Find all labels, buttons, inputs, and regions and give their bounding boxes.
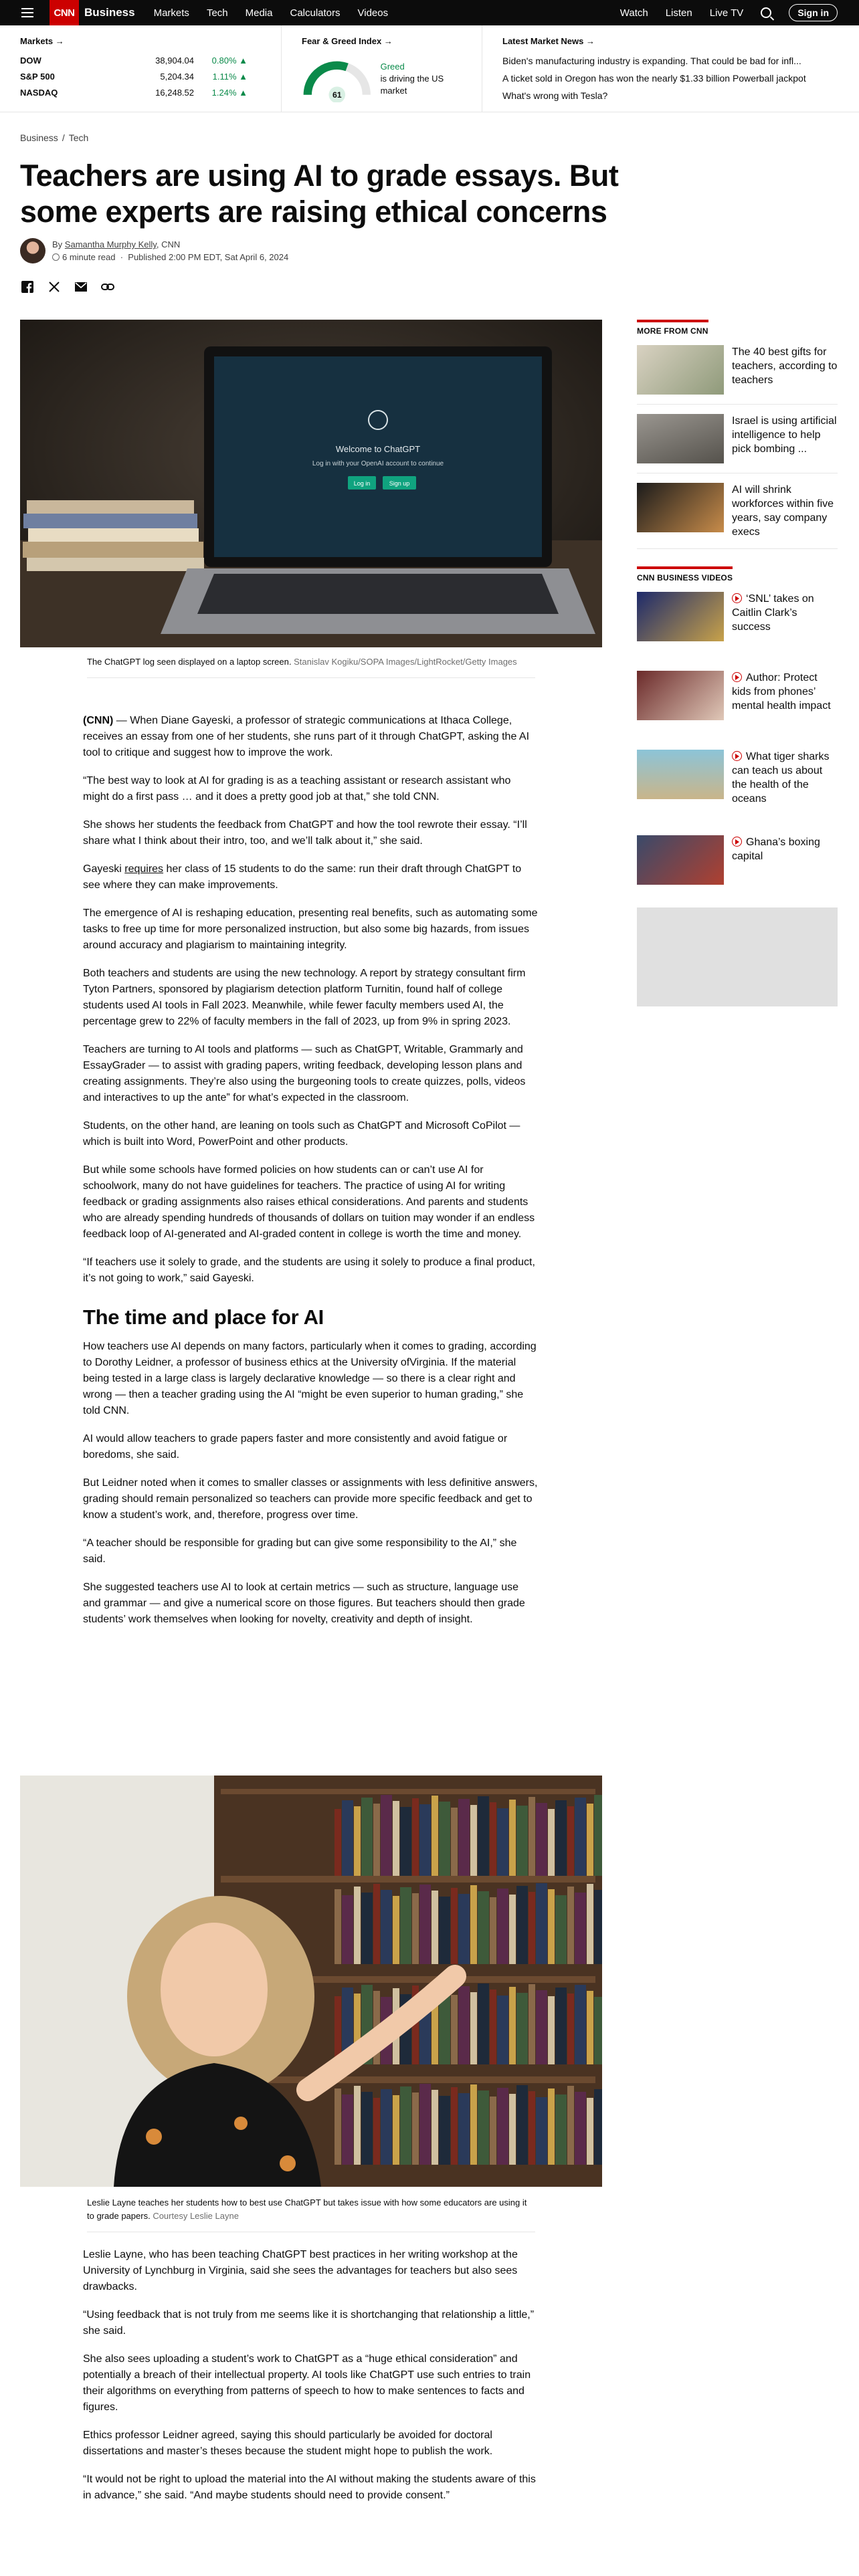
paragraph: But Leidner noted when it comes to smaller classes or assignments with less definitive answers, grading should remain personalized so teachers can provide more specific feedback and get to know a student’s work, and, therefore, progress over time. xyxy=(83,1477,538,1521)
leslie-layne-photo[interactable] xyxy=(20,1776,602,2187)
paragraph: “Using feedback that is not truly from me seems like it is shortchanging that relationship a little,” she said. xyxy=(83,2309,535,2337)
fear-greed-title[interactable]: Fear & Greed Index → xyxy=(302,36,393,46)
market-name: NASDAQ xyxy=(20,88,58,98)
article-body-continued xyxy=(83,2247,538,2516)
markets-title[interactable]: Markets → xyxy=(20,36,64,46)
section-brand[interactable]: Business xyxy=(84,6,135,19)
link-icon[interactable] xyxy=(100,280,115,294)
photo2-credit: Courtesy Leslie Layne xyxy=(153,2211,239,2221)
video-title[interactable]: ‘SNL’ takes on Caitlin Clark’s success xyxy=(732,593,814,633)
nav-link-media[interactable]: Media xyxy=(245,7,273,19)
menu-icon[interactable] xyxy=(21,5,33,20)
breadcrumb-tech[interactable]: Tech xyxy=(68,132,89,143)
shelf-book xyxy=(594,1890,602,1964)
shelf-book xyxy=(419,1804,431,1876)
shelf-book xyxy=(412,1893,419,1964)
facebook-icon[interactable] xyxy=(20,280,35,294)
shelf-book xyxy=(470,1992,477,2064)
portrait-photo xyxy=(20,1776,602,2187)
shelf-book xyxy=(342,1800,353,1876)
paragraph: The emergence of AI is reshaping education, presenting real benefits, such as automating some tasks to free up time for more personalized instruction, but also some big hazards, from issues around accuracy and plagiarism to maintaining integrity. xyxy=(83,907,538,951)
shelf-book xyxy=(412,2092,419,2165)
shelf-book xyxy=(478,1891,489,1964)
fear-greed-value: 61 xyxy=(332,90,342,100)
screen-login: Log in xyxy=(353,480,371,487)
shelf-book xyxy=(419,2084,431,2165)
sign-in-button[interactable]: Sign in xyxy=(789,4,838,21)
shelf-book xyxy=(555,1895,567,1964)
rail-video[interactable] xyxy=(637,592,838,651)
shelf-book xyxy=(587,2098,593,2165)
shelf-book xyxy=(381,1795,392,1876)
shelf-book xyxy=(373,2098,380,2165)
shelf-book xyxy=(451,1808,458,1876)
paragraph: “The best way to look at AI for grading is as a teaching assistant or research assistant who might do a first pass … and it does a pretty good job at that,” she told CNN. xyxy=(83,775,511,802)
rail-video[interactable] xyxy=(637,671,838,730)
shelf-book xyxy=(439,1802,450,1876)
shelf-book xyxy=(354,2086,361,2165)
market-row-dow[interactable] xyxy=(20,56,261,66)
shelf-book xyxy=(439,1897,450,1964)
story-thumbnail[interactable] xyxy=(637,483,724,532)
shelf-book xyxy=(594,2089,602,2165)
play-icon xyxy=(732,672,742,682)
email-icon[interactable] xyxy=(74,280,88,294)
nav-listen[interactable]: Listen xyxy=(665,7,692,19)
right-rail xyxy=(637,320,838,1006)
story-thumbnail[interactable] xyxy=(637,414,724,463)
nav-watch[interactable]: Watch xyxy=(619,7,648,19)
requires-link[interactable]: requires xyxy=(124,863,164,875)
shelf-book xyxy=(393,1801,399,1876)
shelf-book xyxy=(342,1895,353,1964)
search-icon[interactable] xyxy=(761,7,771,18)
shelf-book xyxy=(555,1800,567,1876)
paragraph: But while some schools have formed policies on how students can or can’t use AI for schoolwork, many do not have guidelines for teachers. The practice of using AI for writing feedback or grading assignments also raises ethical considerations. And parents and students who are already spending hundreds of thousands of dollars on tuition may wonder if an endless feedback loop of AI-generated and AI-graded content in college is worth the time and money. xyxy=(83,1164,535,1240)
shelf-book xyxy=(458,1894,470,1964)
shelf-book xyxy=(536,1803,547,1876)
shelf-book xyxy=(490,1990,496,2064)
shelf-book xyxy=(458,1799,470,1876)
shelf-book xyxy=(575,1893,586,1964)
play-icon xyxy=(732,751,742,761)
shelf-book xyxy=(509,2094,516,2165)
published-date: Published 2:00 PM EDT, Sat April 6, 2024 xyxy=(128,252,289,262)
shelf-book xyxy=(490,1897,496,1964)
shelf-book xyxy=(354,1806,361,1876)
clock-icon xyxy=(52,253,60,261)
markets-panel xyxy=(0,25,281,112)
shelf-book xyxy=(478,1796,489,1876)
shelf-book xyxy=(529,1797,535,1876)
shelf-book xyxy=(400,2086,411,2165)
shelf-book xyxy=(509,1895,516,1964)
shelf-book xyxy=(451,1888,458,1964)
market-value: 16,248.52 xyxy=(155,88,194,98)
shelf-book xyxy=(548,2088,555,2165)
latest-news-item[interactable]: Biden's manufacturing industry is expanding. That could be bad for infl... xyxy=(502,56,801,66)
screen-title: Welcome to ChatGPT xyxy=(335,444,421,454)
shelf-book xyxy=(393,1896,399,1964)
paragraph: (CNN) — When Diane Gayeski, a professor of strategic communications at Ithaca College, receives an essay from one of her students, she runs part of it through ChatGPT, asking the AI tool to critique and suggest how to improve the work. xyxy=(83,715,530,758)
video-thumbnail[interactable] xyxy=(637,750,724,799)
rail-story[interactable] xyxy=(637,414,838,473)
shelf-book xyxy=(536,1990,547,2064)
shelf-book xyxy=(400,1807,411,1876)
shelf-book xyxy=(555,2095,567,2165)
screen-signup: Sign up xyxy=(389,480,410,487)
shelf-book xyxy=(509,1987,516,2064)
play-icon xyxy=(732,593,742,603)
advertisement[interactable] xyxy=(637,907,838,1006)
paragraph: Gayeski requires her class of 15 students to do the same: run their draft through ChatGPT to see where they can make improvements. xyxy=(83,863,522,891)
shelf-book xyxy=(529,1984,535,2064)
shelf-book xyxy=(393,2095,399,2165)
shelf-book xyxy=(381,1890,392,1964)
latest-news-panel xyxy=(482,25,859,112)
video-thumbnail[interactable] xyxy=(637,592,724,641)
fear-greed-subtext: is driving the US market xyxy=(380,74,444,96)
video-title[interactable]: What tiger sharks can teach us about the health of the oceans xyxy=(732,751,830,804)
shelf-book xyxy=(432,1796,438,1876)
shelf-book xyxy=(587,1991,593,2064)
shelf-book xyxy=(361,1798,373,1876)
shelf-book xyxy=(548,1889,555,1964)
laptop-photo xyxy=(20,320,602,647)
hero-caption: The ChatGPT log seen displayed on a laptop screen. Stanislav Kogiku/SOPA Images/LightRocket/Getty Images xyxy=(87,655,535,669)
shelf-book xyxy=(478,1983,489,2064)
top-nav xyxy=(0,0,859,25)
shelf-book xyxy=(516,1806,528,1876)
share-bar xyxy=(20,280,115,294)
shelf-book xyxy=(451,1995,458,2064)
shelf-book xyxy=(575,1798,586,1876)
shelf-book xyxy=(587,1804,593,1876)
paragraph: “If teachers use it solely to grade, and the students are using it solely to produce a final product, it’s not going to work,” said Gayeski. xyxy=(83,1257,535,1284)
shelf-book xyxy=(497,1996,508,2064)
shelf-book xyxy=(536,1883,547,1964)
breadcrumb: Business / Tech xyxy=(20,132,89,143)
paragraph: She also sees uploading a student’s work to ChatGPT as a “huge ethical consideration” and potentially a breach of their intellectual property. AI tools like ChatGPT use such entries to train their algorithms on everything from patterns of speech to how to make sentences to facts and figures. xyxy=(83,2353,531,2413)
video-title[interactable]: Author: Protect kids from phones’ mental health impact xyxy=(732,672,831,712)
hero-image[interactable] xyxy=(20,320,602,647)
shelf-book xyxy=(497,2088,508,2165)
shelf-book xyxy=(451,2087,458,2165)
paragraph: She suggested teachers use AI to look at certain metrics — such as structure, language use and grammar — and give a numerical score on those figures. But teachers should then grade students’ work themselves when looking for novelty, creativity and depth of insight. xyxy=(83,1582,525,1625)
shelf-book xyxy=(335,1809,341,1876)
fear-greed-label: Greed xyxy=(380,62,405,72)
markets-bar xyxy=(0,25,859,112)
shelf-book xyxy=(567,1994,574,2064)
shelf-book xyxy=(335,1889,341,1964)
shelf-book xyxy=(587,1884,593,1964)
byline: By Samantha Murphy Kelly, CNN 6 minute read · Published 2:00 PM EDT, Sat April 6, 2024 xyxy=(20,238,288,263)
hero-credit: Stanislav Kogiku/SOPA Images/LightRocket/Getty Images xyxy=(294,657,517,667)
shelf-book xyxy=(516,2085,528,2165)
author-link[interactable]: Samantha Murphy Kelly xyxy=(64,239,157,249)
rail-video[interactable] xyxy=(637,835,838,894)
nav-link-markets[interactable]: Markets xyxy=(153,7,189,19)
story-title[interactable]: The 40 best gifts for teachers, according to teachers xyxy=(732,346,838,386)
paragraph: How teachers use AI depends on many factors, particularly when it comes to grading, according to Dorothy Leidner, a professor of business ethics at the University ofVirginia. If the material being tested in a large class is largely declarative knowledge — so there is a clear right and wrong — then a teacher grading using the AI “might be even superior to human grading,” she told CNN. xyxy=(83,1341,537,1416)
cnn-logo[interactable] xyxy=(50,0,154,25)
section-heading: The time and place for AI xyxy=(83,1305,324,1329)
story-thumbnail[interactable] xyxy=(637,345,724,395)
shelf-book xyxy=(400,1887,411,1964)
shelf-book xyxy=(381,2089,392,2165)
market-name: S&P 500 xyxy=(20,72,55,82)
shelf-book xyxy=(575,2092,586,2165)
shelf-book xyxy=(432,1891,438,1964)
video-thumbnail[interactable] xyxy=(637,835,724,885)
read-time: 6 minute read xyxy=(62,252,116,262)
rail-story[interactable] xyxy=(637,483,838,549)
shelf-book xyxy=(529,2091,535,2165)
cnn-logo-mark[interactable]: CNN xyxy=(50,0,79,25)
paragraph: “It would not be right to upload the material into the AI without making the students aware of this in advance,” she said. “And maybe students should need to provide consent.” xyxy=(83,2474,536,2501)
market-change: 1.24% ▲ xyxy=(211,88,248,98)
market-value: 38,904.04 xyxy=(155,56,194,66)
article-body xyxy=(83,713,538,1640)
paragraph: Leslie Layne, who has been teaching ChatGPT best practices in her writing workshop at the University of Lynchburg in Virginia, said she sees the advantages for teachers but also sees drawbacks. xyxy=(83,2249,518,2292)
author-avatar[interactable] xyxy=(20,238,45,263)
shelf-book xyxy=(373,1884,380,1964)
shelf-book xyxy=(490,1802,496,1876)
market-row-nasdaq[interactable] xyxy=(20,88,261,98)
nav-link-videos[interactable]: Videos xyxy=(357,7,389,19)
paragraph: Both teachers and students are using the new technology. A report by strategy consultant firm Tyton Partners, sponsored by plagiarism detection platform Turnitin, found half of college students used AI tools in Fall 2023. Meanwhile, while fewer faculty members used AI, the percentage grew to 22% of faculty members in the fall of 2023, up from 9% in spring 2023. xyxy=(83,968,526,1027)
shelf-book xyxy=(354,1887,361,1964)
shelf-book xyxy=(575,1985,586,2064)
shelf-book xyxy=(497,1889,508,1964)
shelf-book xyxy=(342,2095,353,2165)
nav-link-calculators[interactable]: Calculators xyxy=(290,7,341,19)
shelf-book xyxy=(490,2097,496,2165)
shelf-book xyxy=(548,1996,555,2064)
more-from-cnn-title: MORE FROM CNN xyxy=(637,320,708,336)
shelf-book xyxy=(497,1808,508,1876)
paragraph: AI would allow teachers to grade papers faster and more consistently and avoid fatigue or boredoms, she said. xyxy=(83,1433,508,1461)
shelf-book xyxy=(412,1798,419,1876)
shelf-book xyxy=(470,1885,477,1964)
latest-news-item[interactable]: What's wrong with Tesla? xyxy=(502,90,608,101)
video-thumbnail[interactable] xyxy=(637,671,724,720)
rail-video[interactable] xyxy=(637,750,838,815)
business-videos-title: CNN BUSINESS VIDEOS xyxy=(637,566,733,582)
breadcrumb-business[interactable]: Business xyxy=(20,132,58,143)
shelf-book xyxy=(361,2092,373,2165)
paragraph: She shows her students the feedback from ChatGPT and how the tool rewrote their essay. “I’ll share what I think about their intro, too, and we’ll talk about it,” she said. xyxy=(83,819,527,847)
photo2-caption: Leslie Layne teaches her students how to best use ChatGPT but takes issue with how some educators are using it to grade papers. Courtesy Leslie Layne xyxy=(87,2196,535,2223)
market-change: 1.11% ▲ xyxy=(212,72,248,82)
shelf-book xyxy=(458,1986,470,2064)
shelf-book xyxy=(567,1806,574,1876)
paragraph: Ethics professor Leidner agreed, saying this should particularly be avoided for doctoral dissertations and master’s theses because the student might hope to publish the work. xyxy=(83,2430,493,2457)
shelf-book xyxy=(478,2090,489,2165)
shelf-book xyxy=(335,2088,341,2165)
video-title[interactable]: Ghana’s boxing capital xyxy=(732,837,820,862)
shelf-book xyxy=(555,1988,567,2064)
market-change: 0.80% ▲ xyxy=(211,56,248,66)
fear-greed-panel[interactable] xyxy=(281,25,482,112)
rail-story[interactable] xyxy=(637,345,838,405)
shelf-book xyxy=(548,1809,555,1876)
screen-subtitle: Log in with your OpenAI account to continue xyxy=(312,460,444,467)
shelf-book xyxy=(509,1800,516,1876)
shelf-book xyxy=(516,1993,528,2064)
shelf-book xyxy=(361,1893,373,1964)
shelf-book xyxy=(470,2084,477,2165)
paragraph: “A teacher should be responsible for grading but can give some responsibility to the AI,” she said. xyxy=(83,1537,517,1565)
shelf-book xyxy=(567,2086,574,2165)
x-icon[interactable] xyxy=(47,280,62,294)
paragraph: Students, on the other hand, are leaning on tools such as ChatGPT and Microsoft CoPilot — which is built into Word, PowerPoint and other products. xyxy=(83,1120,520,1148)
story-title[interactable]: AI will shrink workforces within five years, say company execs xyxy=(732,484,834,538)
play-icon xyxy=(732,837,742,847)
latest-news-item[interactable]: A ticket sold in Oregon has won the nearly $1.33 billion Powerball jackpot xyxy=(502,73,806,84)
market-value: 5,204.34 xyxy=(160,72,194,82)
shelf-book xyxy=(529,1892,535,1964)
shelf-book xyxy=(516,1886,528,1964)
shelf-book xyxy=(439,2096,450,2165)
shelf-book xyxy=(594,1795,602,1876)
shelf-book xyxy=(470,1805,477,1876)
shelf-book xyxy=(594,1997,602,2064)
shelf-book xyxy=(567,1887,574,1964)
latest-news-title[interactable]: Latest Market News → xyxy=(502,36,595,46)
shelf-book xyxy=(536,2097,547,2165)
page-title: Teachers are using AI to grade essays. But some experts are raising ethical concerns xyxy=(20,158,619,229)
paragraph: Teachers are turning to AI tools and platforms — such as ChatGPT, Writable, Grammarly and EssayGrader — to assist with grading papers, writing feedback, developing lesson plans and creating assignments. They’re also using the burgeoning tools to create quizzes, polls, videos and interactives to up the ante” for what’s expected in the classroom. xyxy=(83,1044,526,1103)
story-title[interactable]: Israel is using artificial intelligence to help pick bombing ... xyxy=(732,415,837,455)
market-row-sp500[interactable] xyxy=(20,72,261,82)
shelf-book xyxy=(373,1804,380,1876)
nav-link-tech[interactable]: Tech xyxy=(206,7,228,19)
market-name: DOW xyxy=(20,56,41,66)
nav-live-tv[interactable]: Live TV xyxy=(709,7,744,19)
shelf-book xyxy=(432,2090,438,2165)
shelf-book xyxy=(458,2093,470,2165)
shelf-book xyxy=(419,1885,431,1964)
fear-greed-gauge xyxy=(302,56,373,102)
